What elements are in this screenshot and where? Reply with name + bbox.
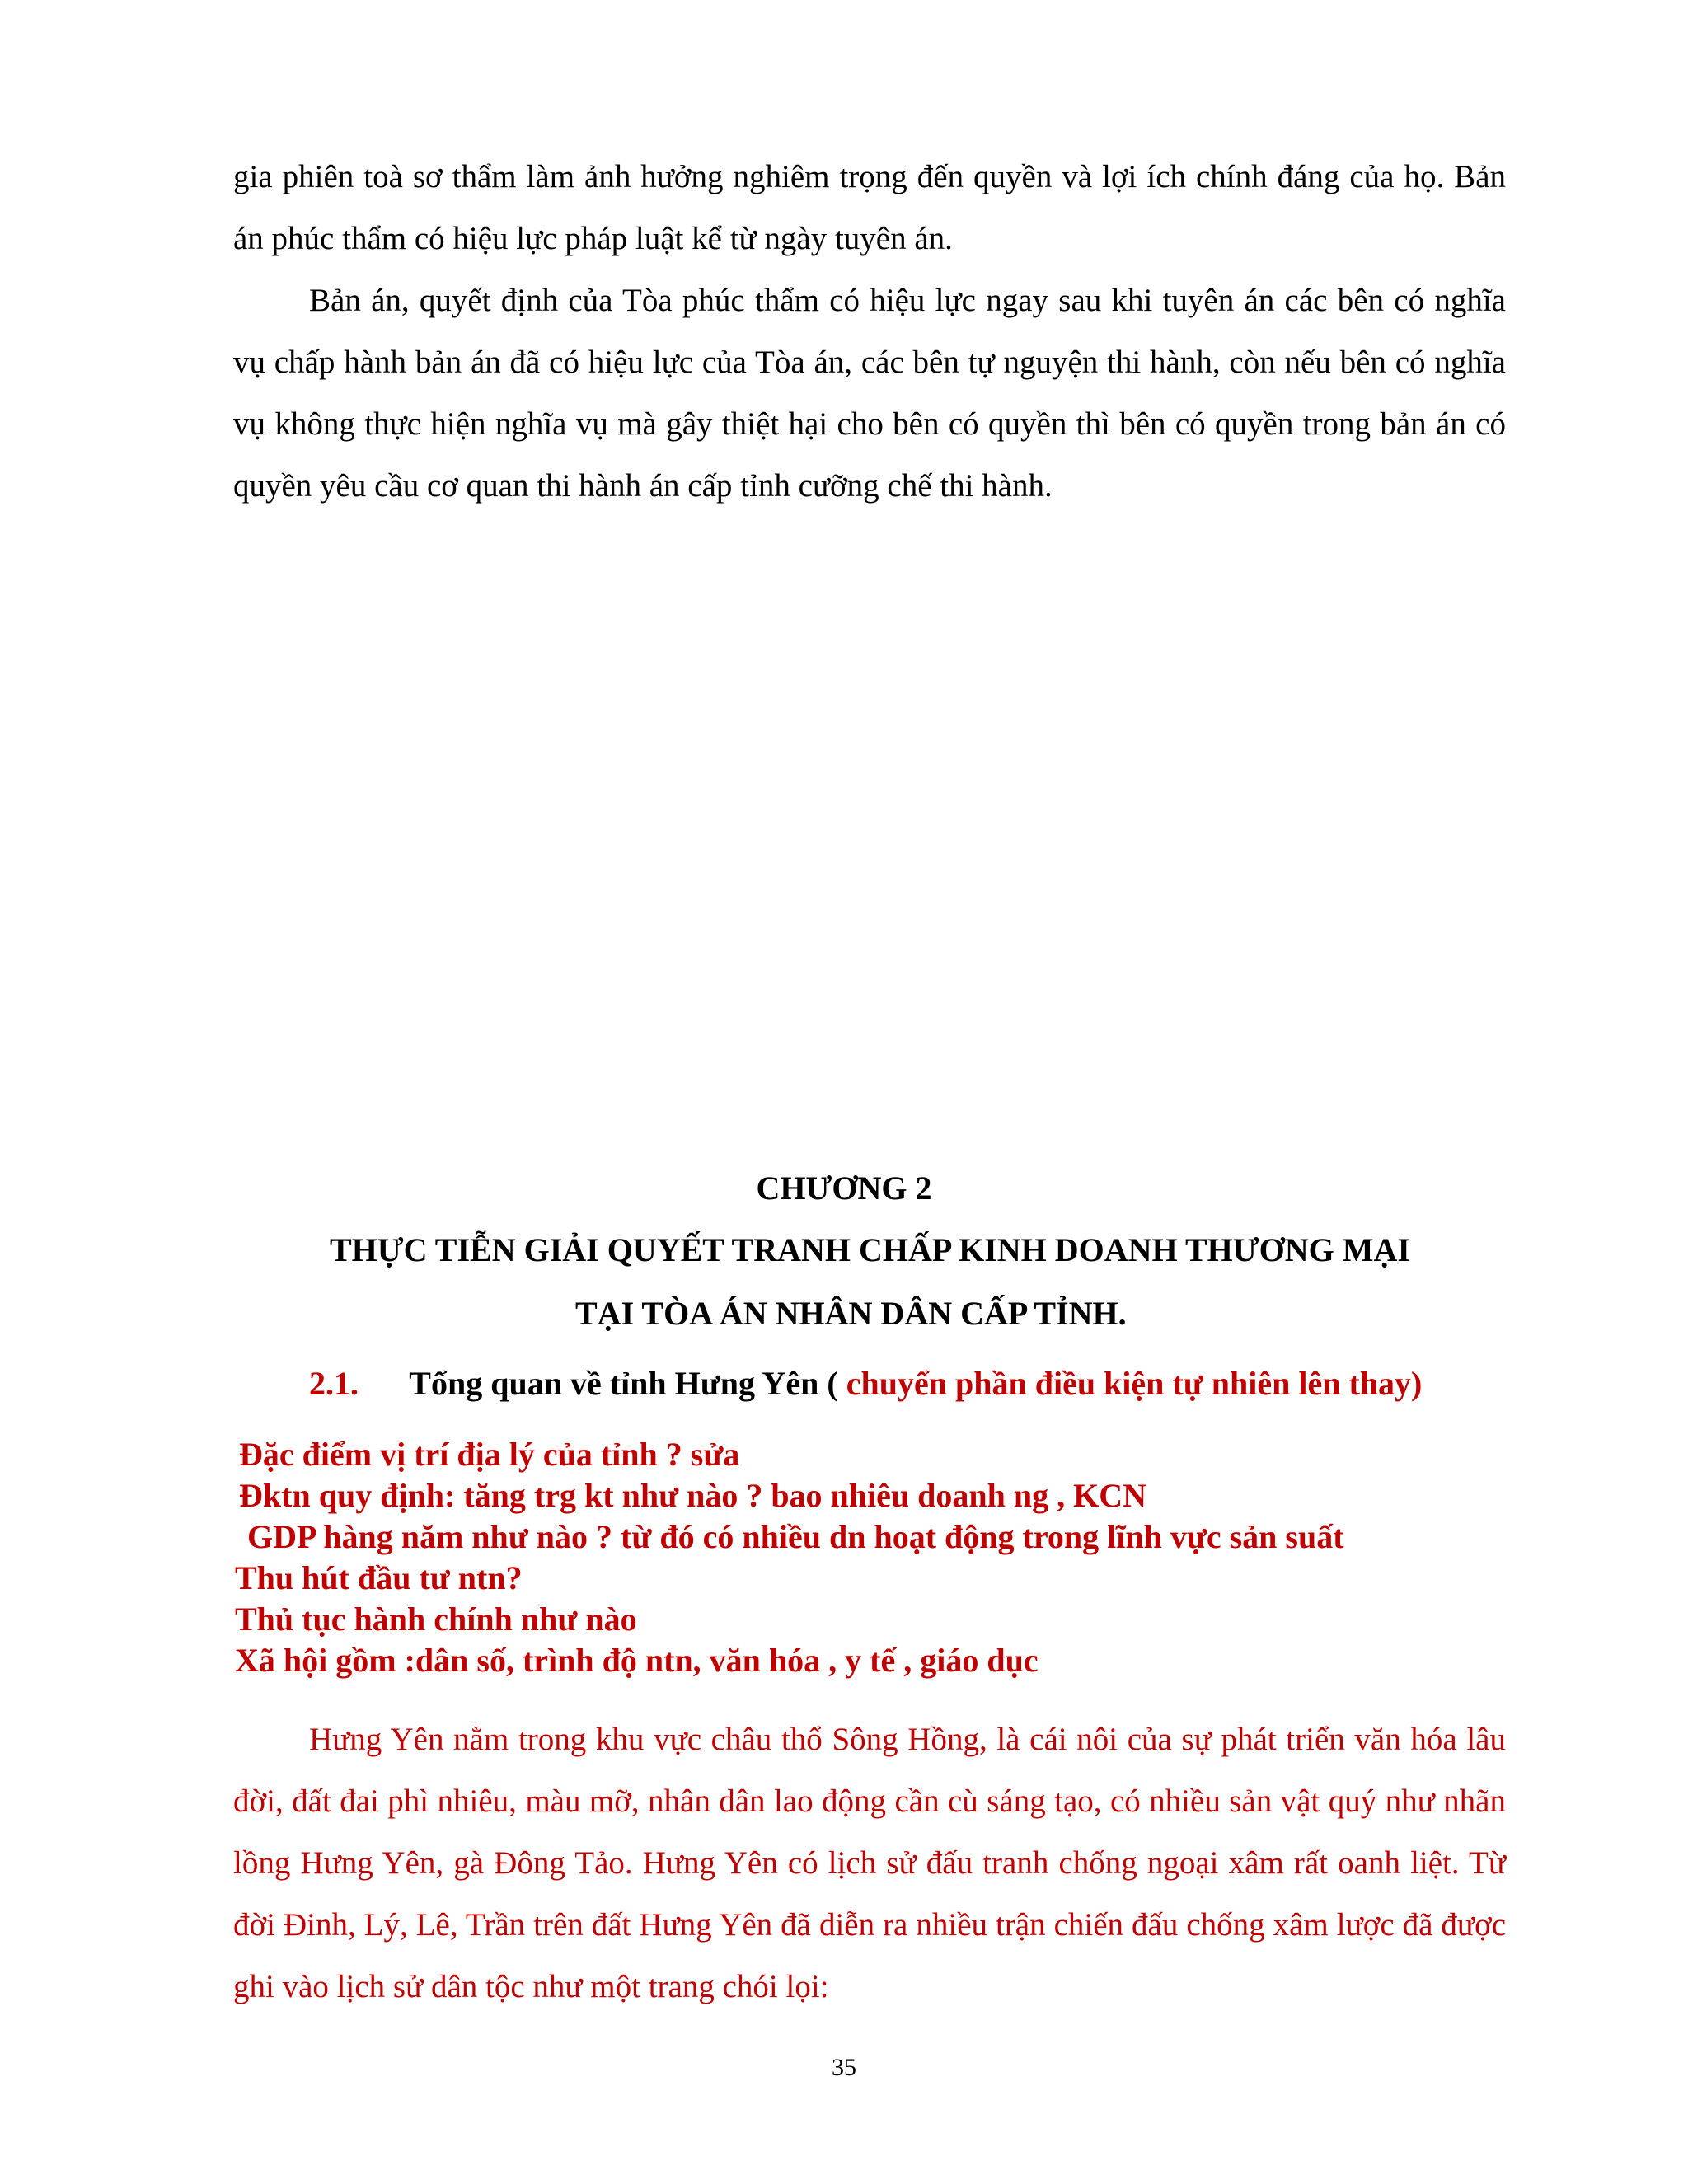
chapter-number: CHƯƠNG 2	[756, 1169, 932, 1207]
text-block-bottom	[233, 1708, 1506, 2018]
section-number: 2.1.	[309, 1365, 359, 1402]
section-title: Tổng quan về tỉnh Hưng Yên (	[409, 1365, 838, 1402]
editor-note-4: Thu hút đầu tư ntn?	[235, 1559, 523, 1596]
section-editor-note: chuyển phần điều kiện tự nhiên lên thay)	[837, 1365, 1423, 1402]
editor-note-6: Xã hội gồm :dân số, trình độ ntn, văn hóa , y tế , giáo dục	[235, 1642, 1039, 1679]
chapter-title-line1: THỰC TIỄN GIẢI QUYẾT TRANH CHẤP KINH DOANH THƯƠNG MẠI	[330, 1231, 1410, 1268]
chapter-title-line2: TẠI TÒA ÁN NHÂN DÂN CẤP TỈNH.	[575, 1295, 1127, 1332]
editor-note-2: Đktn quy định: tăng trg kt như nào ? bao nhiêu doanh ng , KCN	[239, 1477, 1147, 1514]
text-block-top	[233, 146, 1506, 517]
editor-note-3: GDP hàng năm như nào ? từ đó có nhiều dn hoạt động trong lĩnh vực sản suất	[239, 1518, 1344, 1555]
paragraph-hung-yen-overview: Hưng Yên nằm trong khu vực châu thổ Sông Hồng, là cái nôi của sự phát triển văn hóa lâu đời, đất đai phì nhiêu, màu mỡ, nhân dân lao động cần cù sáng tạo, có nhiều sản vật quý như nhãn lồng Hưng Yên, gà Đông Tảo. Hưng Yên có lịch sử đấu tranh chống ngoại xâm rất oanh liệt. Từ đời Đinh, Lý, Lê, Trần trên đất Hưng Yên đã diễn ra nhiều trận chiến đấu chống xâm lược đã được ghi vào lịch sử dân tộc như một trang chói lọi:	[233, 1722, 1506, 2004]
paragraph-appeal-judgment: Bản án, quyết định của Tòa phúc thẩm có hiệu lực ngay sau khi tuyên án các bên có nghĩa vụ chấp hành bản án đã có hiệu lực của Tòa án, các bên tự nguyện thi hành, còn nếu bên có nghĩa vụ không thực hiện nghĩa vụ mà gây thiệt hại cho bên có quyền thì bên có quyền trong bản án có quyền yêu cầu cơ quan thi hành án cấp tỉnh cưỡng chế thi hành.	[233, 283, 1506, 504]
section-heading	[309, 1364, 1422, 1403]
paragraph-continuation: gia phiên toà sơ thẩm làm ảnh hưởng nghiêm trọng đến quyền và lợi ích chính đáng của họ. Bản án phúc thẩm có hiệu lực pháp luật kể từ ngày tuyên án.	[233, 159, 1506, 256]
editor-note-1: Đặc điểm vị trí địa lý của tỉnh ? sửa	[239, 1436, 740, 1473]
page-number: 35	[832, 2054, 856, 2081]
editor-note-5: Thủ tục hành chính như nào	[235, 1601, 637, 1638]
